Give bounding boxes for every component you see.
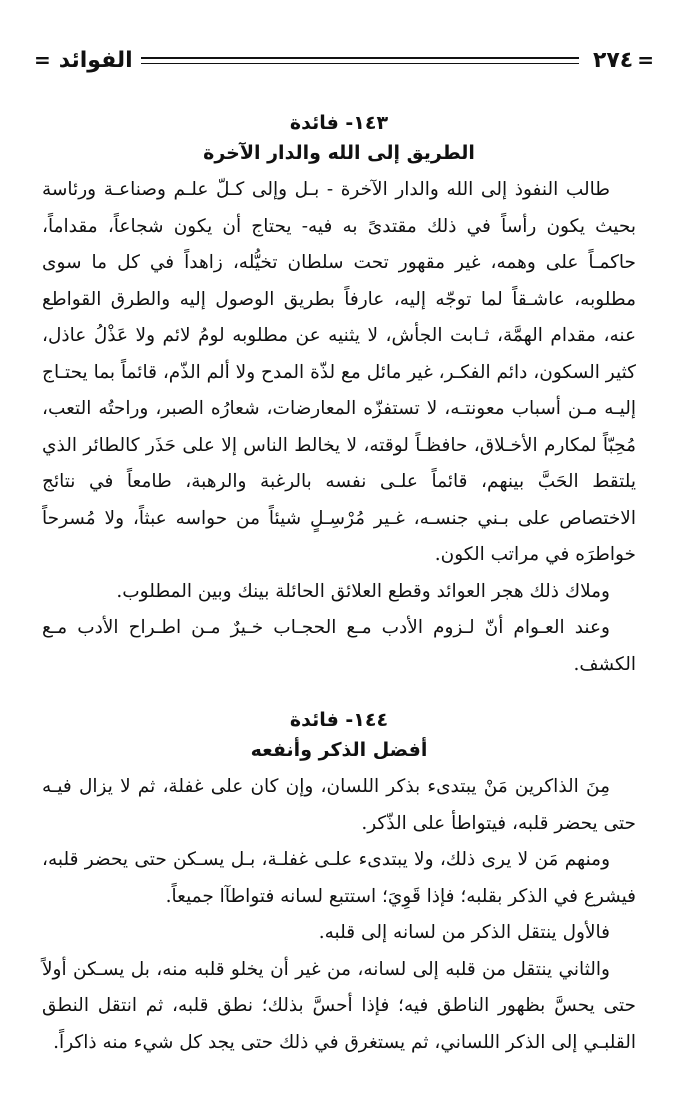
paragraph: والثاني ينتقل من قلبه إلى لسانه، من غير أن يخلو قلبه منه، بل يسـكن أولاً حتى يحسَّ بظهور الناطق فيه؛ فإذا أحسَّ بذلك؛ نطق قلبه، ثم انتقل النطق القلبـي إلى الذكر اللساني، ثم يستغرق في ذلك حتى يجد كل شيء منه ذاكراً.: [42, 958, 636, 1053]
section-title: أفضل الذكر وأنفعه: [250, 739, 428, 761]
paragraph: طالب النفوذ إلى الله والدار الآخرة - بـل وإلى كـلّ علـم وصناعـة ورئاسة بحيث يكون رأساً في ذلك مقتدىً به فيه- يحتاج أن يكون شجاعاً، مقداماً، حاكمـاً على وهمه، غير مقهور تحت سلطان تخيُّله، زاهداً في كل ما سوى مطلوبه، عاشـقاً لما توجّه إليه، عارفاً بطريق الوصول إليه والطرق القواطع عنه، مقدام الهمَّة، ثـابت الجأش، لا يثنيه عن مطلوبه لومُ لائم ولا عَذْلُ عاذل، كثير السكون، دائم الفكـر، غير مائل مع لذّة المدح ولا ألم الذّم، قائماً بما يحتـاج إليـه مـن أسباب معونتـه، لا تستفزّه المعارضات، شعارُه الصبر، وراحتُه التعب، مُحِبّاً لمكارم الأخـلاق، حافظـاً لوقته، لا يخالط الناس إلا على حَذَر كالطائر الذي يلتقط الحَبَّ بينهم، قائماً علـى نفسه بالرغبة والرهبة، طامعاً في نتائج الاختصاص على بـني جنسـه، غـير مُرْسِـلٍ شيئاً من حواسه عبثاً، ولا مُسرحاً خواطرَه في مراتب الكون.: [42, 179, 636, 565]
running-header: [30, 40, 658, 80]
header-rule: [141, 57, 579, 64]
section-gap: [42, 683, 636, 693]
page-number: ٢٧٤: [592, 47, 634, 73]
paragraph: فالأول ينتقل الذكر من لسانه إلى قلبه.: [318, 922, 610, 943]
section: [42, 108, 636, 683]
paragraph: وملاك ذلك هجر العوائد وقطع العلائق الحائلة بينك وبين المطلوب.: [116, 580, 610, 602]
paragraph: ومنهم مَن لا يرى ذلك، ولا يبتدىء علـى غفلـة، بـل يسـكن حتى يحضر قلبه، فيشرع في الذكر بقلبه؛ فإذا قَوِيَ؛ استتبع لسانه فتواطآا جميعاً.: [42, 849, 636, 907]
page-content: [42, 96, 636, 1061]
header-dash-right: =: [637, 48, 654, 72]
section-number: ١٤٤- فائدة: [289, 709, 389, 731]
paragraph: مِنَ الذاكرين مَنْ يبتدىء بذكر اللسان، وإن كان على غفلة، ثم لا يزال فيـه حتى يحضر قلبه، فيتواطأ على الذّكر.: [42, 776, 636, 834]
section: [42, 705, 636, 1061]
section-number: ١٤٣- فائدة: [289, 112, 389, 134]
section-title: الطريق إلى الله والدار الآخرة: [203, 142, 475, 164]
header-dash-left: =: [34, 48, 51, 72]
paragraph: وعند العـوام أنّ لـزوم الأدب مـع الحجـاب خـيرٌ مـن اطـراح الأدب مـع الكشف.: [42, 617, 636, 675]
book-title: الفوائد: [58, 47, 133, 73]
